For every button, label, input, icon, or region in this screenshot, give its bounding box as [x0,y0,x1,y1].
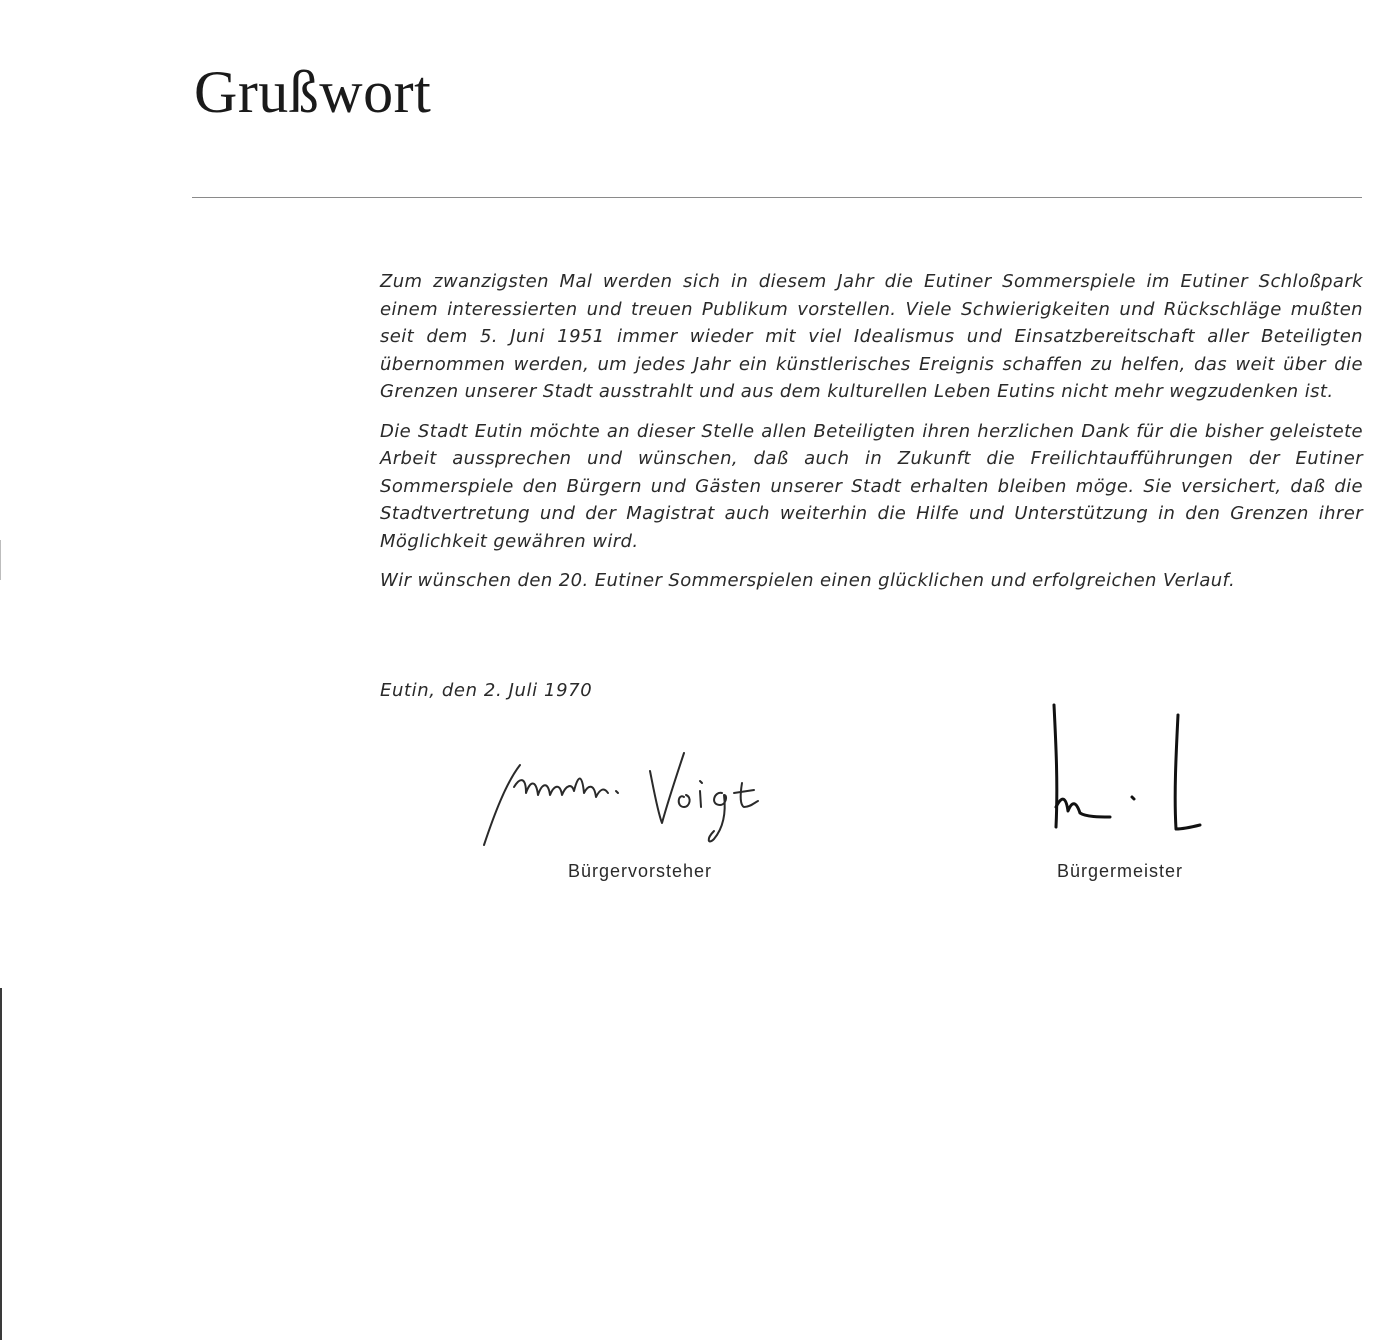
page-edge-mark [0,540,1,580]
page-edge-mark [0,988,2,1340]
handwritten-signature-right [1010,695,1230,845]
signature-role-right: Bürgermeister [1056,861,1184,881]
signature-role-left: Bürgervorsteher [567,861,713,881]
handwritten-signature-left [470,735,810,855]
paragraph-1: Zum zwanzigsten Mal werden sich in diesem Jahr die Eutiner Sommerspiele im Eutiner Schloßpark einem interessierten und treuen Publikum vorstellen. Viele Schwierigkeiten und Rückschläge mußten seit dem 5. Juni 1951 immer wieder mit viel Idealismus und Einsatzbereitschaft aller Beteiligten übernommen werden, um jedes Jahr ein künstlerisches Ereignis schaffen zu helfen, das weit über die Grenzen unserer Stadt ausstrahlt und aus dem kulturellen Leben Eutins nicht mehr wegzudenken ist. [380,271,1363,402]
paragraph-3: Wir wünschen den 20. Eutiner Sommerspielen einen glücklichen und erfolgreichen Verlauf. [380,570,1236,591]
letter-body [380,268,1363,607]
title-divider [192,197,1362,198]
signature-block-left [470,735,810,881]
page-title: Grußwort [194,59,432,125]
place-date: Eutin, den 2. Juli 1970 [380,680,593,701]
paragraph-2: Die Stadt Eutin möchte an dieser Stelle allen Beteiligten ihren herzlichen Dank für die bisher geleistete Arbeit aussprechen und wünschen, daß auch in Zukunft die Freilichtaufführungen der Eutiner Sommerspiele den Bürgern und Gästen unserer Stadt erhalten bleiben möge. Sie versichert, daß die Stadtvertretung und der Magistrat auch weiterhin die Hilfe und Unterstützung in den Grenzen ihrer Möglichkeit gewähren wird. [380,420,1363,552]
signature-block-right [1010,695,1230,881]
